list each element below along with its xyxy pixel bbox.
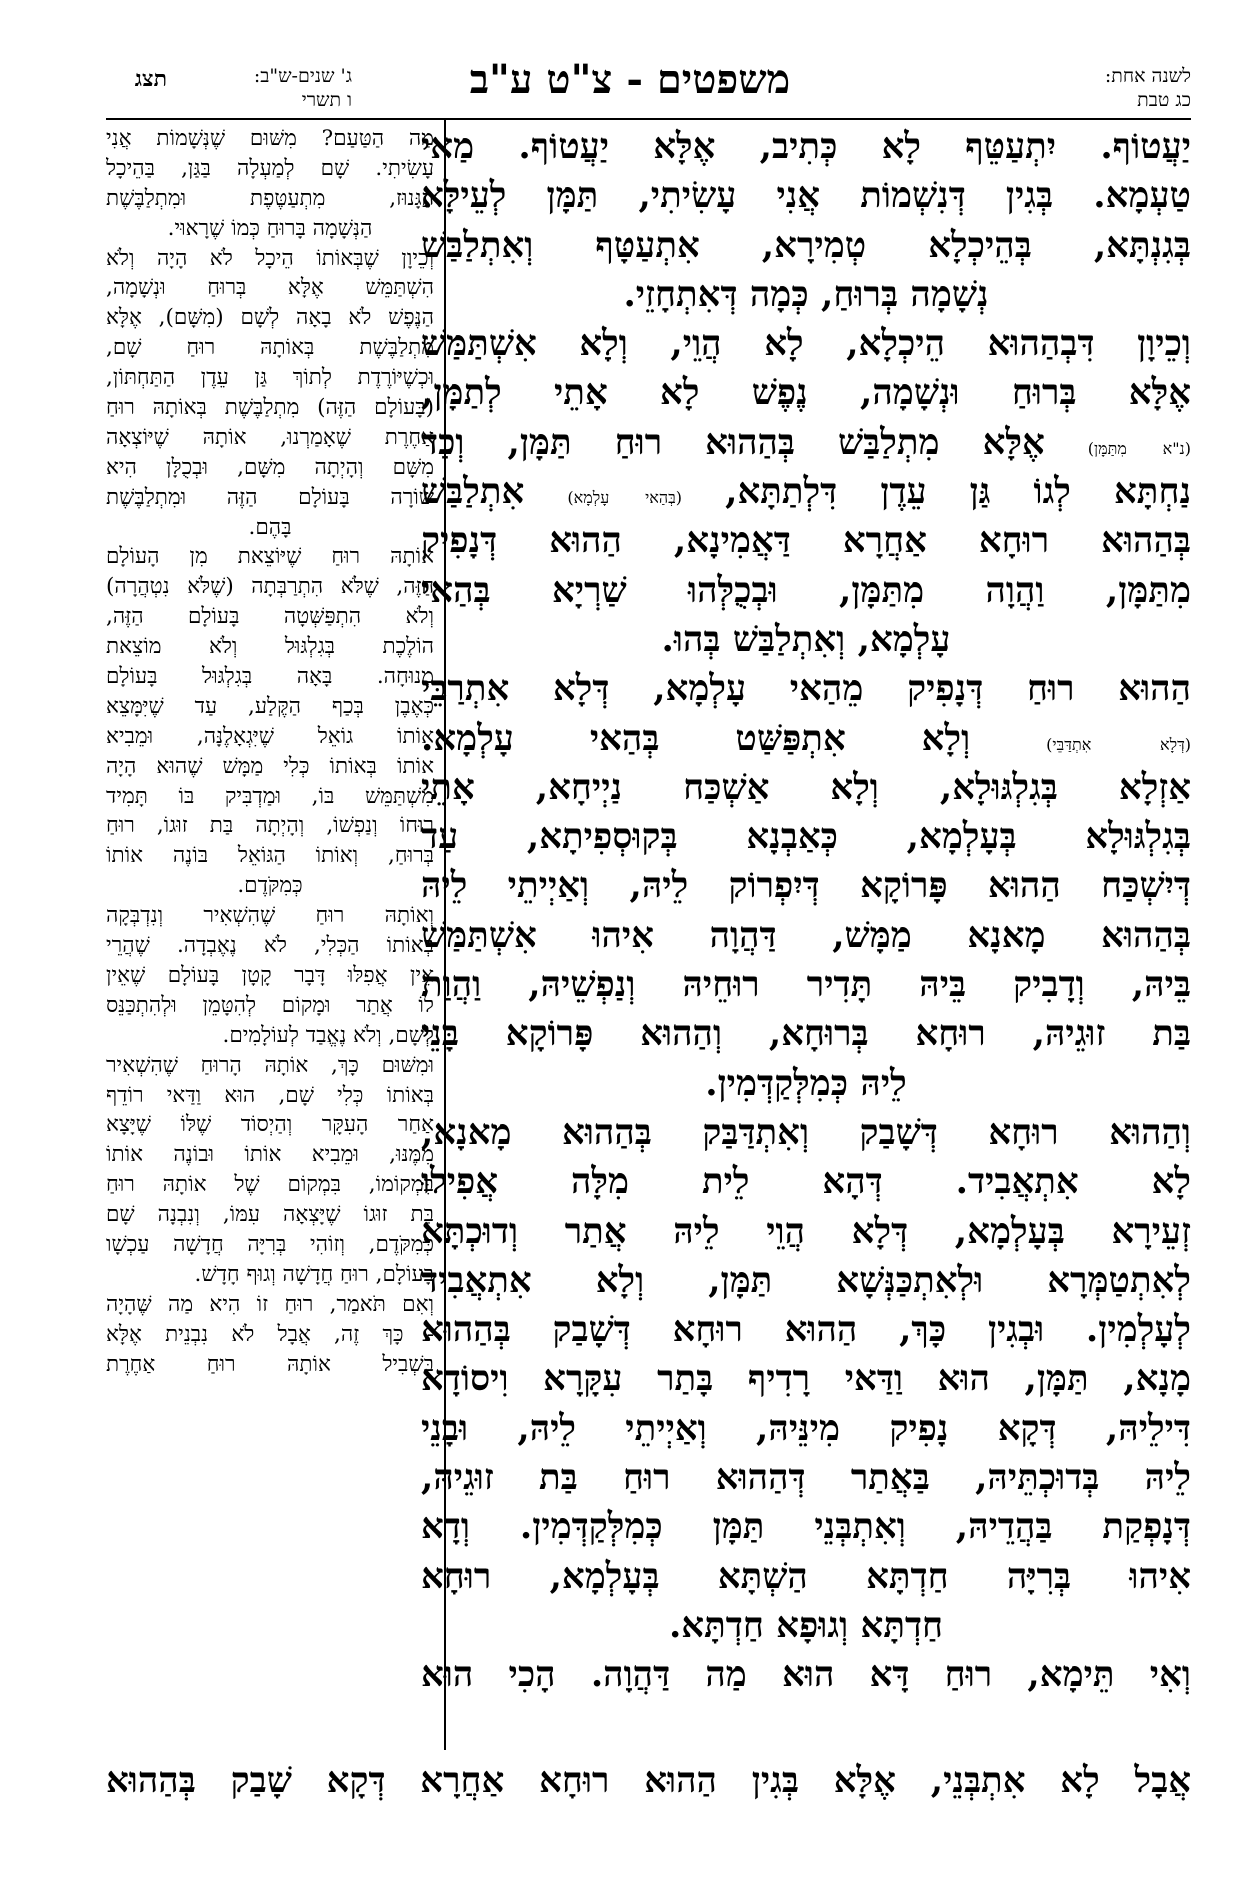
variant-reading-note: (נ"א מִתַּמָּן) <box>1087 438 1191 458</box>
main-text-line: וְכֵיוָן דִּבְהַהוּא הֵיכְלָא, לָא הֲוֵי, וְלָא אִשְׁתַּמַּשׁ <box>421 323 1191 365</box>
translation-line: אוֹתוֹ בְּאוֹתוֹ כְּלִי מַמָּשׁ שֶׁהוּא הָיָה <box>106 753 434 779</box>
main-text-line: טַעְמָא. בְּגִין דְּנִשְׁמוֹת אֲנִי עָשִׂיתִי, תַּמָּן לְעֵילָּא <box>421 175 1191 217</box>
main-text-line: לָא אִתְאֲבִיד. דְּהָא לֵית מִלָּה אֲפִילוּ <box>421 1161 1191 1203</box>
main-text-line: בְּהַהוּא מָאנָא מַמָּשׁ, דַּהֲוָה אִיהוּ אִשְׁתַּמַּשׁ <box>421 914 1191 956</box>
main-text-line: וְאִי תֵּימָא, רוּחַ דָּא הוּא מַה דַּהֲוָה. הָכִי הוּא <box>421 1654 1191 1696</box>
translation-line: וְלֹא הִתְפַּשְּׁטָה בָּעוֹלָם הַזֶּה, <box>106 604 434 630</box>
translation-line: כְּמִקֹּדֶם. <box>237 873 303 899</box>
translation-line: וְכֵיוָן שֶׁבְּאוֹתוֹ הֵיכָל לֹא הָיָה וְלֹא <box>106 245 434 271</box>
header-schedule-label: לשנה אחת: <box>1104 65 1191 87</box>
translation-line: הַגָּנוּז, מִתְעַטֶּפֶת וּמִתְלַבֶּשֶׁת <box>106 185 434 211</box>
main-text-line: לְאִתְטַמְּרָא וּלְאִתְכַּנְּשָׁא תַּמָּן, וְלָא אִתְאֲבִיד <box>421 1259 1191 1301</box>
main-text-line: הַהוּא רוּחַ דְּנָפִיק מֵהַאי עָלְמָא, דְּלָא אִתְרַבֵּי <box>421 668 1191 710</box>
translation-line: שׁוֹרָה בָּעוֹלָם הַזֶּה וּמִתְלַבֶּשֶׁת <box>106 484 434 510</box>
main-text-line: בְּגִלְגּוּלָא בְּעָלְמָא, כְּאַבְנָא בְּקוּסְפִיתָא, עַד <box>421 816 1191 858</box>
main-text-line: וְהַהוּא רוּחָא דְּשָׁבַק וְאִתְדַּבַּק בְּהַהוּא מָאנָא, <box>421 1111 1191 1153</box>
main-text-line: אֶלָּא בְּרוּחַ וּנְשָׁמָה, נֶפֶשׁ לָא אָתֵי לְתַמָּן, <box>421 372 1191 414</box>
main-text-line: עָלְמָא, וְאִתְלַבַּשׁ בְּהוּ. <box>661 618 951 660</box>
bottom-text-line: אֲבָל לָא אִתְבְּנֵי, אֶלָּא בְּגִין הַהוּא רוּחָא אַחֲרָא דְּקָא שָׁבַק בְּהַהוּא <box>106 1760 1191 1801</box>
translation-line: מְנוּחָה. בָּאָה בְּגִלְגּוּל בָּעוֹלָם <box>106 664 434 690</box>
main-text-line: אַזְלָא בְּגִלְגּוּלָא, וְלָא אַשְׁכַּח נַיְיחָא, אָתֵי <box>421 766 1191 808</box>
main-text-line: (דְּלָא אִתְדַּבֵּי) וְלָא אִתְפַּשַּׁט בְּהַאי עָלְמָא. <box>421 717 1191 759</box>
translation-line: וּכְשֶׁיּוֹרֶדֶת לְתוֹךְ גַּן עֵדֶן הַתַּחְתּוֹן, <box>106 365 434 391</box>
main-text-line: יַעֲטוֹף. יִתְעַטֵּף לָא כְּתִיב, אֶלָּא יַעֲטוֹף. מַאי <box>421 126 1191 167</box>
translation-line: הַזֶּה, שֶׁלֹּא הִתְרַבְּתָה (שֶׁלֹּא נִטְהֲרָה) <box>106 574 434 600</box>
translation-line: הוֹלֶכֶת בְּגִלְגּוּל וְלֹא מוֹצֵאת <box>106 634 434 660</box>
translation-line: בַּת זוּגוֹ שֶׁיָּצְאָה עִמּוֹ, וְנִבְנָה שָׁם <box>106 1202 434 1228</box>
main-text-line: מִתַּמָּן, וַהֲוָה מִתַּמָּן, וּבְכֻלְּהוּ שַׁרְיָא בְּהַאי <box>421 569 1191 611</box>
translation-line: כְּאֶבֶן בְּכַף הַקֶּלַע, עַד שֶׁיִּמָּצֵא <box>106 693 434 719</box>
translation-line: כְּמִקֹּדֶם, וְזוֹהִי בְּרִיָּה חֲדָשָׁה עַכְשָׁו <box>106 1231 434 1257</box>
page-number: תצג <box>134 66 167 92</box>
main-text-line: לֵיהּ כְּמִלְּקַדְּמִין. <box>705 1062 907 1104</box>
main-text-line: אִיהוּ בְּרִיָּה חַדְתָּא הַשְׁתָּא בְּעָלְמָא, רוּחָא <box>421 1555 1191 1597</box>
main-text-line: בְּגִנְתָּא, בְּהֵיכְלָא טְמִירָא, אִתְעַטָּף וְאִתְלַבַּשׁ <box>421 224 1191 266</box>
translation-line: רוּחוֹ וְנַפְשׁוֹ, וְהָיְתָה בַּת זוּגוֹ, רוּחַ <box>106 813 434 839</box>
header-alt-schedule-date: ו תשרי <box>301 89 352 111</box>
main-text-column <box>421 122 1191 1700</box>
translation-line: בָּהֶם. <box>248 514 292 540</box>
main-text-line: בֵּיהּ, וְדָבִיק בֵּיהּ תָּדִיר רוּחֵיהּ וְנַפְשֵׁיהּ, וַהֲוַת <box>421 964 1191 1006</box>
header-alt-schedule <box>172 64 352 112</box>
main-text-line: דְּנָפְקַת בַּהֲדֵיהּ, וְאִתְבְּנֵי תַּמָּן כְּמִלְּקַדְּמִין. וְדָא <box>421 1506 1191 1548</box>
main-text-line: (נ"א מִתַּמָּן) אֶלָּא מִתְלַבַּשׁ בְּהַהוּא רוּחַ תַּמָּן, וְכַד <box>421 421 1191 463</box>
translation-line: בְּאוֹתוֹ כְּלִי שָׁם, הוּא וַדַּאי רוֹדֵף <box>106 1082 434 1108</box>
translation-line: הִשְׁתַּמֵּשׁ אֶלָּא בְּרוּחַ וּנְשָׁמָה, <box>106 275 434 301</box>
translation-line: מַה הַטַּעַם? מִשּׁוּם שֶׁנְּשָׁמוֹת אֲנִי <box>106 126 434 151</box>
translation-line: מִשָּׁם וְהָיְתָה מִשָּׁם, וּבְכֻלָּן הִיא <box>106 454 434 480</box>
translation-line: - כָּךְ זֶה, אֲבָל לֹא נִבְנֵית אֶלָּא <box>106 1321 434 1347</box>
translation-line: אוֹתוֹ גוֹאֵל שֶׁיִּגְאָלֶנָּה, וּמֵבִיא <box>106 723 434 749</box>
translation-column <box>106 124 434 1379</box>
translation-line: עָשִׂיתִי. שָׁם לְמַעְלָה בַּגַּן, בַּהֵיכָל <box>106 155 434 181</box>
variant-reading-note: (דְּלָא אִתְדַּבֵּי) <box>1046 734 1191 754</box>
translation-line: אַחַר הָעִקָּר וְהַיְסוֹד שֶׁלּוֹ שֶׁיָּצָא <box>106 1112 434 1138</box>
header-alt-schedule-label: ג' שנים-ש"ב: <box>253 65 352 87</box>
main-text-line: בְּהַהוּא רוּחָא אַחֲרָא דַּאֲמִינָא, הַהוּא דְּנָפִיק <box>421 520 1191 562</box>
translation-line: אוֹתָהּ רוּחַ שֶׁיּוֹצֵאת מִן הָעוֹלָם <box>106 544 434 570</box>
variant-reading-note: (בְּהַאי עָלְמָא) <box>567 488 683 508</box>
translation-line: (בָּעוֹלָם הַזֶּה) מִתְלַבֶּשֶׁת בְּאוֹתָהּ רוּחַ <box>106 395 434 421</box>
translation-line: וְאִם תֹּאמַר, רוּחַ זוֹ הִיא מַה שֶּׁהָיָה <box>106 1291 434 1317</box>
header-divider <box>106 118 1191 120</box>
translation-line: וְאוֹתָהּ רוּחַ שֶׁהִשְׁאִיר וְנִדְבְּקָה <box>106 903 434 929</box>
translation-line: בִּמְקוֹמוֹ, בִּמְקוֹם שֶׁל אוֹתָהּ רוּחַ <box>106 1172 434 1198</box>
translation-line: בִּשְׁבִיל אוֹתָהּ רוּחַ אַחֶרֶת <box>106 1351 434 1377</box>
translation-line: בָּעוֹלָם, רוּחַ חֲדָשָׁה וְגוּף חָדָשׁ. <box>194 1261 434 1287</box>
translation-line: אֵין אֲפִלּוּ דָּבָר קָטָן בָּעוֹלָם שֶׁאֵין <box>106 962 434 988</box>
main-text-line: בַּת זוּגֵיהּ, רוּחָא בְּרוּחָא, וְהַהוּא פָּרוֹקָא בָּנֵי <box>421 1013 1191 1055</box>
translation-line: הַנֶּפֶשׁ לֹא בָאָה לְשָׁם (מִשָּׁם), אֶלָּא <box>106 305 434 331</box>
main-text-line: לְעָלְמִין. וּבְגִין כָּךְ, הַהוּא רוּחָא דְּשָׁבַק בְּהַהוּא <box>421 1309 1191 1351</box>
main-text-line: מָנָא, תַּמָּן, הוּא וַדַּאי רָדִיף בָּתַר עִקָּרָא וִיסוֹדָא <box>421 1358 1191 1400</box>
translation-line: מִמֶּנּוּ, וּמֵבִיא אוֹתוֹ וּבוֹנֶה אוֹתוֹ <box>106 1142 434 1168</box>
header-study-schedule <box>1001 64 1191 112</box>
translation-line: לְשָׁם, וְלֹא נֶאֱבַד לְעוֹלָמִים. <box>222 1022 434 1048</box>
translation-line: בְּרוּחַ, וְאוֹתוֹ הַגּוֹאֵל בּוֹנֶה אוֹתוֹ <box>106 843 434 869</box>
main-text-line: לֵיהּ בְּדוּכְתֵּיהּ, בַּאֲתַר דְּהַהוּא רוּחַ בַּת זוּגֵיהּ, <box>421 1457 1191 1499</box>
main-text-line: נְשָׁמָה בְּרוּחַ, כְּמָה דְּאִתְחָזֵי. <box>623 273 989 315</box>
main-text-line: דְּיִשְׁכַּח הַהוּא פָּרוֹקָא דְּיִפְרוֹק לֵיהּ, וְאַיְיתֵי לֵיהּ <box>421 865 1191 907</box>
translation-line: אַחֶרֶת שֶׁאָמַרְנוּ, אוֹתָהּ שֶׁיּוֹצְאָה <box>106 424 434 450</box>
main-text-line: זְעֵירָא בְּעָלְמָא, דְּלָא הֲוֵי לֵיהּ אֲתַר וְדוּכְתָּא <box>421 1210 1191 1252</box>
main-text-line: דִּילֵיהּ, דְּקָא נָפִיק מִינֵּיהּ, וְאַיְיתֵי לֵיהּ, וּבָנֵי <box>421 1407 1191 1449</box>
translation-line: הַנְּשָׁמָה בָּרוּחַ כְּמוֹ שֶׁרָאוּי. <box>167 215 373 241</box>
header-schedule-date: כג טבת <box>1137 89 1191 111</box>
translation-line: בְּאוֹתוֹ הַכְּלִי, לֹא נֶאֶבְדָה. שֶׁהֲרֵי <box>106 933 434 959</box>
translation-line: מִתְלַבֶּשֶׁת בְּאוֹתָהּ רוּחַ שָׁם, <box>106 335 434 361</box>
page-title: משפטים - צ"ט ע"ב <box>469 56 791 103</box>
translation-line: מִשְׁתַּמֵּשׁ בּוֹ, וּמַדְבִּיק בּוֹ תָּמִיד <box>106 783 434 809</box>
translation-line: לוֹ אֲתַר וּמָקוֹם לְהִטָּמֵן וּלְהִתְכַּנֵּס <box>106 992 434 1018</box>
translation-line: וּמִשּׁוּם כָּךְ, אוֹתָהּ הָרוּחַ שֶׁהִשְׁאִיר <box>106 1052 434 1078</box>
main-text-line: נַחְתָּא לְגוֹ גַּן עֵדֶן דִּלְתַתָּא, (בְּהַאי עָלְמָא) אִתְלַבַּשׁ <box>421 471 1191 513</box>
main-text-line: חַדְתָּא וְגוּפָא חַדְתָּא. <box>668 1604 944 1646</box>
